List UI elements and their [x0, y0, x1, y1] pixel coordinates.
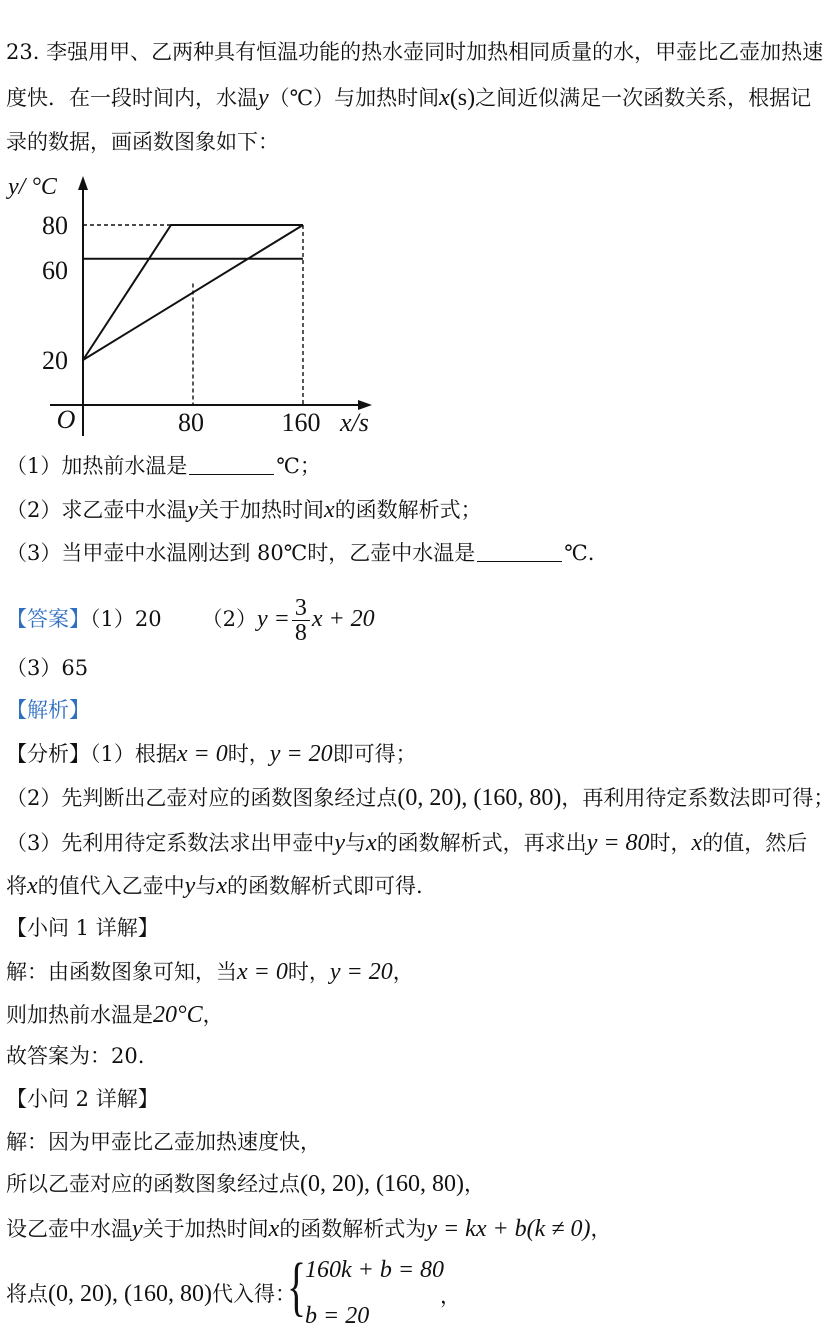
solution-text: 所以乙壶对应的函数图象经过点 — [6, 1172, 300, 1196]
question-2 — [6, 496, 482, 524]
solution-text: 将点 — [6, 1282, 48, 1306]
math-expr: (0, 20), (160, 80) — [397, 785, 562, 811]
x-tick-label: 160 — [281, 408, 321, 437]
detail-2-line-4 — [6, 1280, 296, 1308]
math-expr: y = 80 — [586, 830, 650, 856]
math-var: x — [27, 873, 38, 899]
math-expr: x = 0 — [176, 741, 228, 767]
solution-text: 关于加热时间 — [142, 1217, 269, 1241]
math-expr: x = 0 — [237, 959, 288, 985]
question-text: 关于加热时间 — [198, 498, 325, 522]
detail-1-line-1 — [6, 958, 414, 986]
problem-line-2 — [6, 84, 811, 112]
analysis-tag — [6, 696, 90, 724]
answer-line — [6, 596, 375, 645]
math-expr: y = — [256, 606, 290, 632]
math-var: x — [691, 830, 703, 856]
section-header: 【小问 1 详解】 — [6, 916, 159, 940]
answer-3 — [6, 654, 88, 682]
answer-3-text: （3）65 — [6, 656, 89, 680]
detail-2-header — [6, 1085, 159, 1113]
question-text: 的函数解析式； — [334, 498, 482, 522]
solution-text: ， — [463, 1172, 485, 1196]
solution-text: 故答案为：20. — [6, 1044, 145, 1068]
math-var: x — [366, 830, 377, 856]
question-text: （1）加热前水温是 — [6, 454, 188, 478]
analysis-text: 的函数解析式，再求出 — [376, 831, 587, 855]
problem-text: 度快．在一段时间内，水温 — [6, 86, 258, 110]
math-expr: y = kx + b(k ≠ 0) — [426, 1216, 591, 1242]
math-var: x — [324, 497, 335, 523]
problem-text: 录的数据，画函数图象如下： — [6, 130, 279, 154]
analysis-sub-tag: 【分析】 — [6, 742, 90, 766]
math-var: y — [184, 873, 196, 899]
detail-1-header — [6, 914, 159, 942]
y-tick-label: 20 — [42, 346, 68, 375]
analysis-tag-text: 【解析】 — [6, 698, 90, 722]
math-var: y — [187, 497, 199, 523]
math-expr: y = 20 — [329, 959, 393, 985]
numerator: 3 — [292, 596, 310, 621]
solution-text: 则加热前水温是 — [6, 1003, 153, 1027]
math-var: x — [216, 873, 227, 899]
analysis-text: 将 — [6, 874, 27, 898]
fraction — [292, 596, 310, 645]
detail-1-line-2 — [6, 1001, 224, 1029]
problem-line-3 — [6, 128, 279, 156]
analysis-text: 的函数解析式即可得. — [226, 874, 423, 898]
analysis-text: （1）根据 — [90, 742, 177, 766]
analysis-text: 的值代入乙壶中 — [37, 874, 185, 898]
problem-text: 23. 李强用甲、乙两种具有恒温功能的热水壶同时加热相同质量的水，甲壶比乙壶加热速 — [6, 40, 824, 64]
math-expr: (0, 20), (160, 80) — [48, 1281, 212, 1307]
answer-blank — [189, 454, 274, 475]
question-3 — [6, 539, 594, 567]
system-comma — [440, 1282, 461, 1310]
analysis-text: 与 — [345, 831, 367, 855]
question-text: ℃. — [564, 541, 595, 565]
problem-text: （℃）与加热时间 — [268, 86, 440, 110]
denominator: 8 — [294, 620, 307, 646]
analysis-line-3 — [6, 829, 807, 857]
math-expr: x + 20 — [311, 606, 375, 632]
system-eq-1 — [305, 1256, 444, 1284]
math-var: y — [132, 1216, 143, 1242]
analysis-line-1 — [6, 740, 417, 768]
analysis-text: 的值，然后 — [702, 831, 808, 855]
detail-2-line-1 — [6, 1128, 321, 1156]
y-axis-label: y/ °C — [8, 174, 57, 200]
math-expr: 20°C — [153, 1002, 203, 1028]
detail-1-line-3 — [6, 1042, 144, 1070]
question-1 — [6, 452, 321, 480]
section-header: 【小问 2 详解】 — [6, 1087, 159, 1111]
math-var: y — [334, 830, 346, 856]
math-var: x — [268, 1216, 280, 1242]
solution-text: ， — [590, 1217, 612, 1241]
answer-tag: 【答案】 — [6, 607, 90, 631]
question-text: （2）求乙壶中水温 — [6, 498, 188, 522]
x-axis-label: x/s — [340, 408, 369, 437]
solution-text: ， — [392, 960, 414, 984]
solution-text: 时， — [287, 960, 330, 984]
math-expr: b = 20 — [305, 1303, 370, 1329]
analysis-text: 时， — [649, 831, 692, 855]
analysis-text: 与 — [195, 874, 217, 898]
y-tick-label: 60 — [42, 256, 68, 285]
problem-text: 之间近似满足一次函数关系，根据记 — [475, 86, 812, 110]
analysis-text: ，再利用待定系数法即可得； — [561, 786, 835, 810]
x-tick-label: 80 — [178, 408, 204, 437]
y-tick-label: 80 — [42, 211, 68, 240]
answer-1: （1）20 — [90, 607, 162, 631]
analysis-text: 时， — [227, 742, 270, 766]
detail-2-line-2 — [6, 1170, 485, 1198]
analysis-text: （3）先利用待定系数法求出甲壶中 — [6, 831, 335, 855]
solution-text: ， — [440, 1284, 461, 1308]
solution-text: 解：由函数图象可知，当 — [6, 960, 237, 984]
question-text: （3）当甲壶中水温刚达到 80℃时，乙壶中水温是 — [6, 541, 476, 565]
answer-2-label: （2） — [201, 607, 257, 631]
solution-text: 的函数解析式为 — [279, 1217, 427, 1241]
solution-text: 代入得： — [211, 1282, 296, 1306]
analysis-text: （2）先判断出乙壶对应的函数图象经过点 — [6, 786, 398, 810]
analysis-line-2 — [6, 784, 834, 812]
y-axis-arrow — [78, 176, 88, 190]
equation-brace: { — [287, 1250, 307, 1323]
solution-text: 设乙壶中水温 — [6, 1217, 132, 1241]
problem-line-1 — [6, 38, 823, 66]
detail-2-line-3 — [6, 1215, 611, 1243]
question-text: ℃； — [276, 454, 321, 478]
analysis-line-4 — [6, 872, 423, 900]
math-var: y — [258, 85, 269, 111]
function-graph — [0, 165, 420, 450]
math-expr: 160k + b = 80 — [305, 1257, 445, 1283]
system-eq-2 — [305, 1302, 369, 1330]
math-var: x — [439, 85, 450, 111]
math-unit: (s) — [449, 85, 476, 111]
math-expr: y = 20 — [269, 741, 333, 767]
math-expr: (0, 20), (160, 80) — [300, 1171, 464, 1197]
analysis-text: 即可得； — [332, 742, 417, 766]
answer-blank — [477, 541, 562, 562]
origin-label: O — [56, 405, 76, 434]
solution-text: 解：因为甲壶比乙壶加热速度快， — [6, 1130, 321, 1154]
solution-text: ， — [202, 1003, 224, 1027]
